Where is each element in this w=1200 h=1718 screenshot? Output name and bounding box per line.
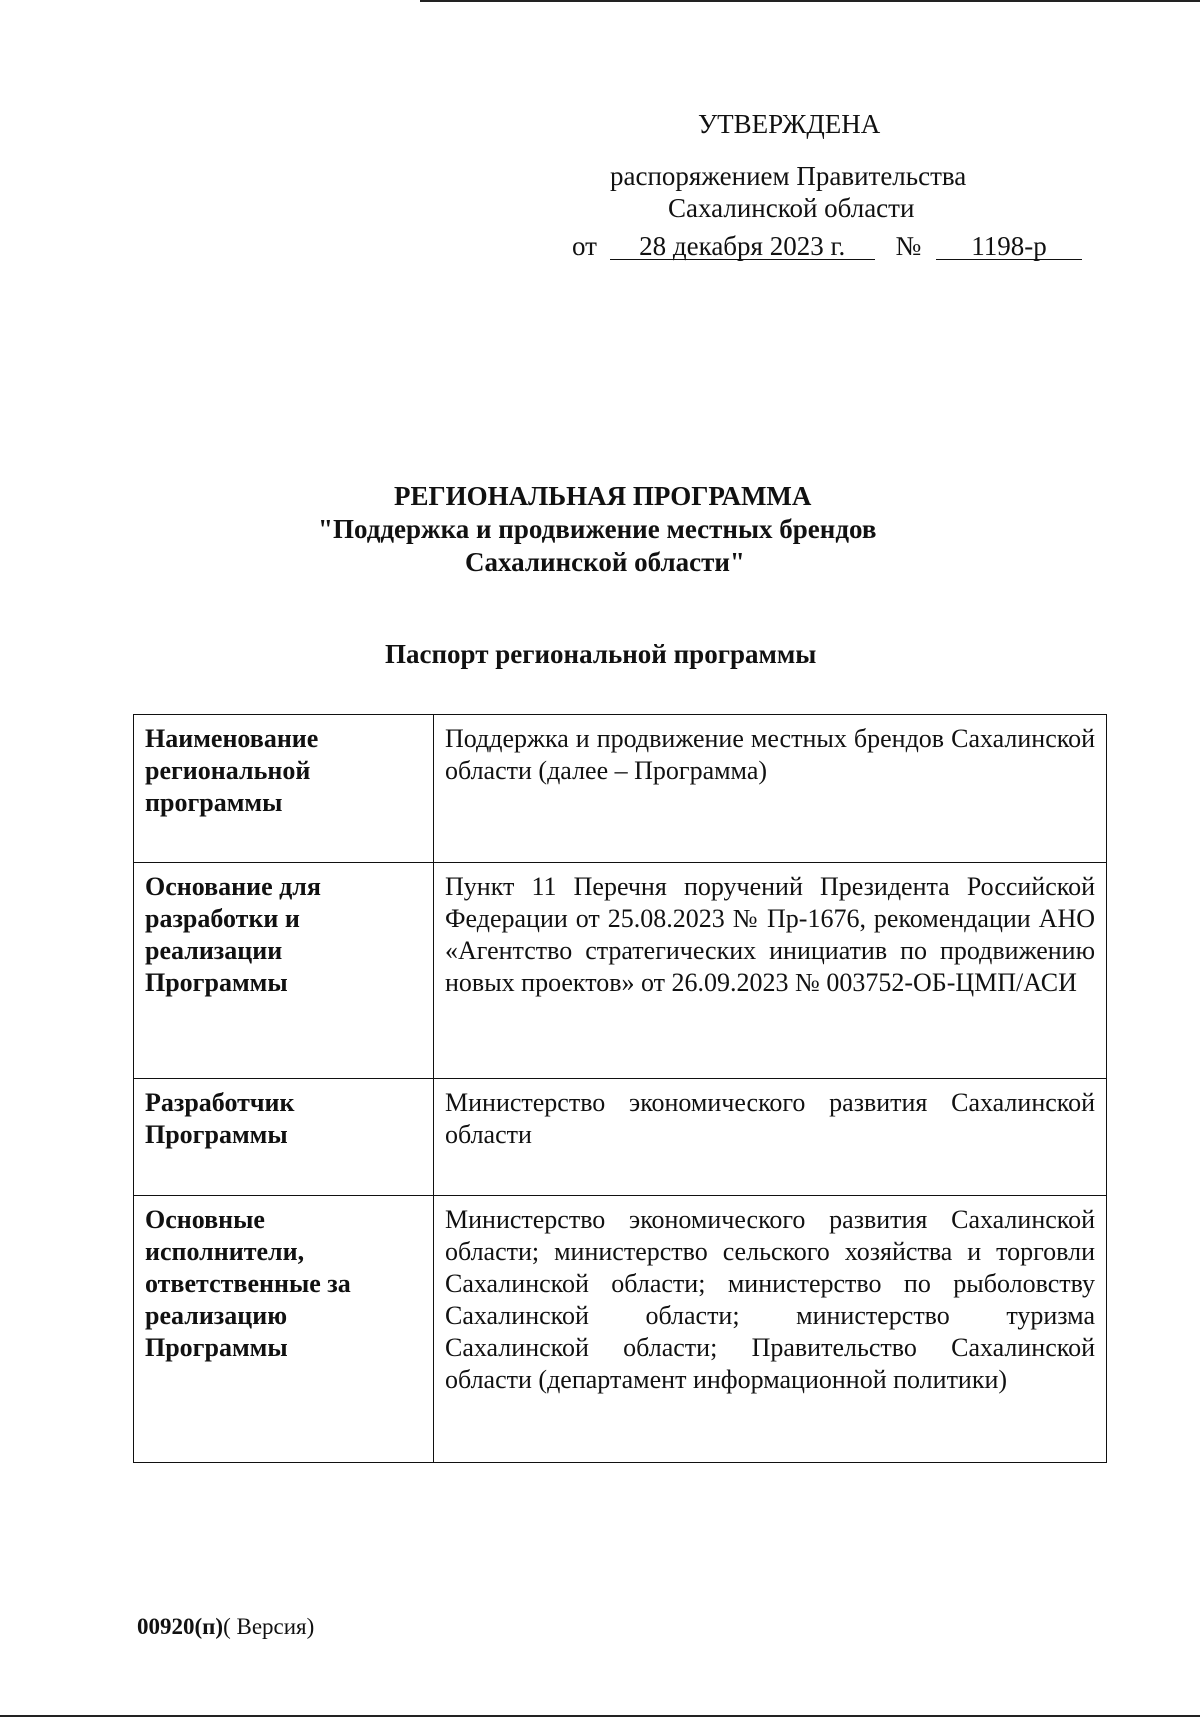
top-scan-edge (420, 0, 1200, 2)
row-label: Наименование региональной программы (134, 715, 434, 863)
program-title: РЕГИОНАЛЬНАЯ ПРОГРАММА (394, 481, 812, 511)
approval-number-label: № (895, 231, 922, 261)
table-row (134, 863, 1107, 1079)
passport-table (133, 714, 1107, 1463)
row-value: Поддержка и продвижение местных брендов Сахалинской области (далее – Программа) (434, 715, 1107, 863)
approval-title: УТВЕРЖДЕНА (698, 109, 881, 139)
table-row (134, 715, 1107, 863)
approval-date: 28 декабря 2023 г. (610, 233, 875, 260)
approval-date-number-line (572, 230, 1082, 262)
approval-line-2: Сахалинской области (668, 193, 915, 223)
row-value: Министерство экономического развития Сахалинской области (434, 1079, 1107, 1196)
approval-from-label: от (572, 231, 597, 261)
row-label: Разработчик Программы (134, 1079, 434, 1196)
row-label: Основные исполнители, ответственные за реализацию Программы (134, 1196, 434, 1463)
program-subtitle-line-2: Сахалинской области" (465, 547, 745, 577)
bottom-scan-edge (0, 1715, 1200, 1717)
table-row (134, 1079, 1107, 1196)
passport-title: Паспорт региональной программы (385, 639, 817, 669)
document-version: ( Версия) (223, 1614, 315, 1639)
approval-line-1: распоряжением Правительства (610, 161, 967, 191)
row-label: Основание для разработки и реализации Программы (134, 863, 434, 1079)
row-value: Министерство экономического развития Сахалинской области; министерство сельского хозяйства и торговли Сахалинской области; министерство по рыболовству Сахалинской области; министерство туризма Сахалинской области; Правительство Сахалинской области (департамент информационной политики) (434, 1196, 1107, 1463)
document-code: 00920(п) (137, 1614, 224, 1639)
approval-number: 1198-р (936, 233, 1082, 260)
program-subtitle-line-1: "Поддержка и продвижение местных брендов (318, 514, 877, 544)
row-value: Пункт 11 Перечня поручений Президента Российской Федерации от 25.08.2023 № Пр-1676, рекомендации АНО «Агентство стратегических инициатив по продвижению новых проектов» от 26.09.2023 № 003752-ОБ-ЦМП/АСИ (434, 863, 1107, 1079)
table-row (134, 1196, 1107, 1463)
document-footer (137, 1614, 314, 1640)
